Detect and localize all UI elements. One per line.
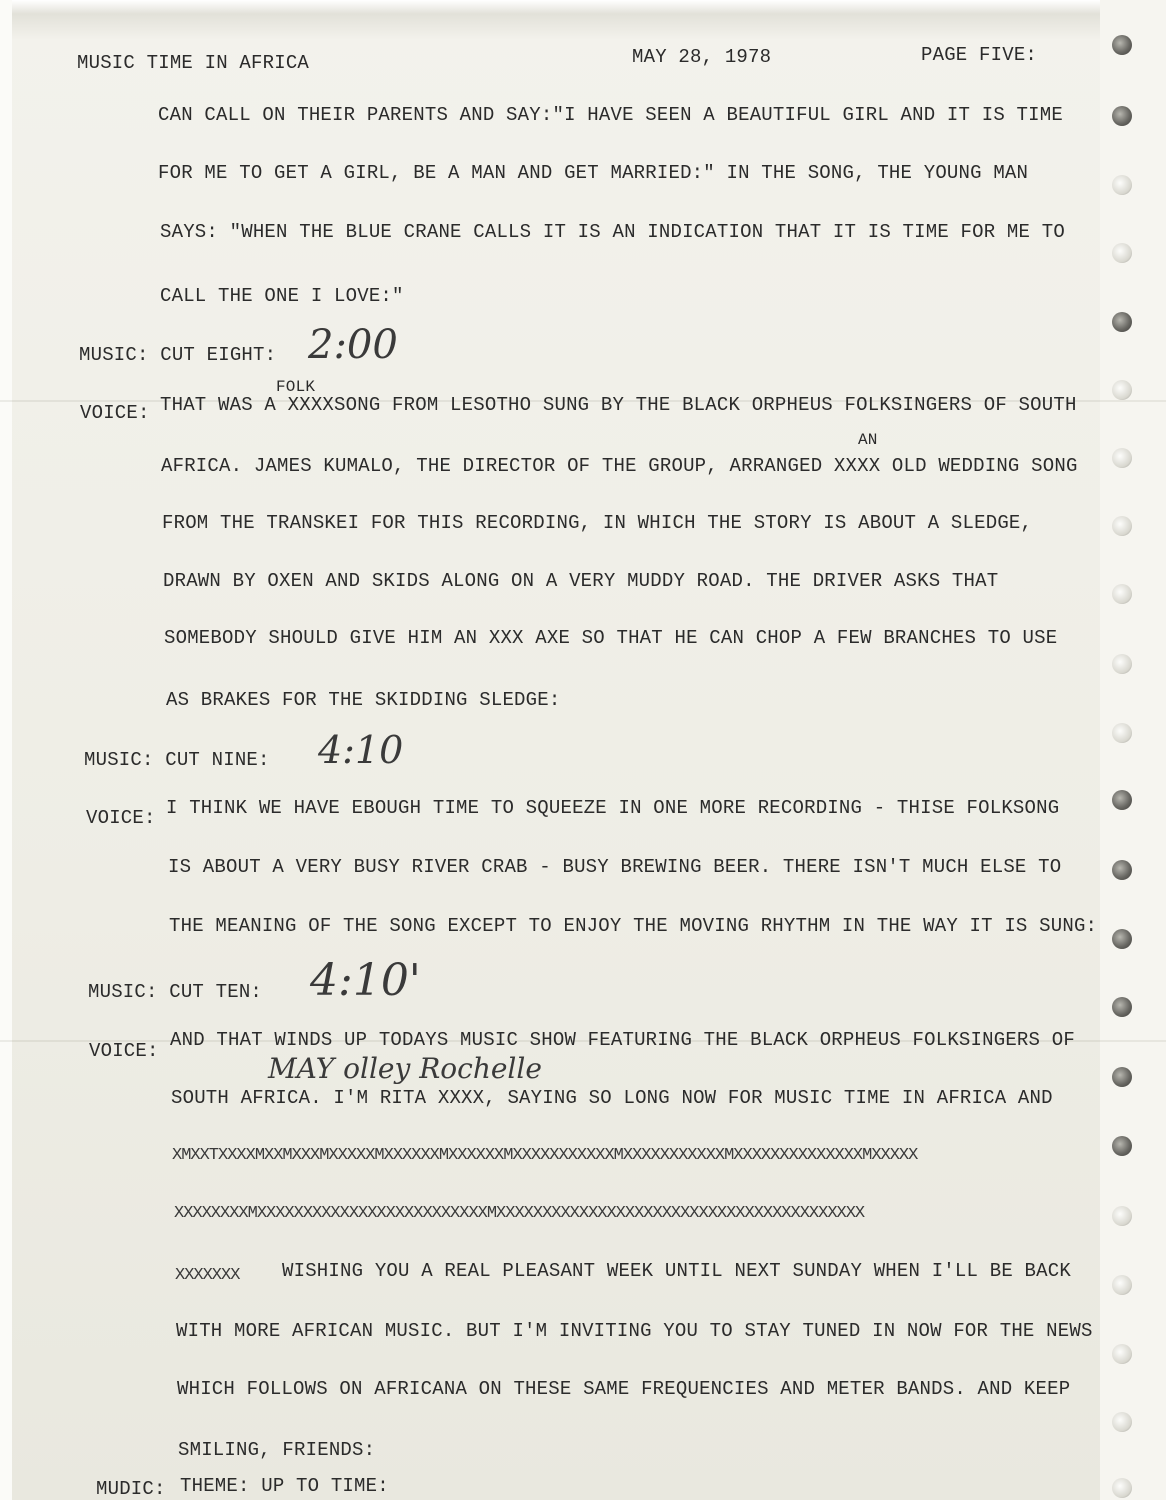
feed-hole bbox=[1112, 312, 1132, 332]
text-line: WHICH FOLLOWS ON AFRICANA ON THESE SAME FREQUENCIES AND METER BANDS. AND KEEP bbox=[177, 1378, 1071, 1400]
handwritten-time: 4:10 bbox=[318, 728, 404, 772]
page-left-edge bbox=[0, 0, 12, 1500]
typed-insertion: AN bbox=[858, 431, 878, 449]
handwritten-time: 2:00 bbox=[308, 322, 398, 368]
cue-label: MUSIC: CUT EIGHT: bbox=[79, 344, 277, 366]
feed-hole bbox=[1112, 1275, 1132, 1295]
text-line: DRAWN BY OXEN AND SKIDS ALONG ON A VERY MUDDY ROAD. THE DRIVER ASKS THAT bbox=[163, 570, 999, 592]
cue-label: VOICE: bbox=[89, 1040, 159, 1062]
feed-hole bbox=[1112, 516, 1132, 536]
text-line: IS ABOUT A VERY BUSY RIVER CRAB - BUSY BREWING BEER. THERE ISN'T MUCH ELSE TO bbox=[168, 856, 1062, 878]
cue-label: MUSIC: CUT TEN: bbox=[88, 981, 263, 1003]
text-line: SOUTH AFRICA. I'M RITA XXXX, SAYING SO LONG NOW FOR MUSIC TIME IN AFRICA AND bbox=[171, 1087, 1053, 1109]
feed-hole bbox=[1112, 1478, 1132, 1498]
feed-hole bbox=[1112, 860, 1132, 880]
feed-hole bbox=[1112, 106, 1132, 126]
cue-label: VOICE: bbox=[80, 402, 150, 424]
handwritten-insertion: MAY olley Rochelle bbox=[268, 1052, 542, 1085]
text-line: I THINK WE HAVE EBOUGH TIME TO SQUEEZE IN ONE MORE RECORDING - THISE FOLKSONG bbox=[166, 797, 1060, 819]
feed-hole bbox=[1112, 243, 1132, 263]
feed-hole bbox=[1112, 1412, 1132, 1432]
text-line: AND THAT WINDS UP TODAYS MUSIC SHOW FEATURING THE BLACK ORPHEUS FOLKSINGERS OF bbox=[170, 1029, 1075, 1051]
text-line: THEME: UP TO TIME: bbox=[180, 1475, 389, 1497]
page-number: PAGE FIVE: bbox=[921, 44, 1038, 66]
text-line: AS BRAKES FOR THE SKIDDING SLEDGE: bbox=[166, 689, 561, 711]
feed-hole bbox=[1112, 175, 1132, 195]
feed-hole bbox=[1112, 1206, 1132, 1226]
text-line: WITH MORE AFRICAN MUSIC. BUT I'M INVITING YOU TO STAY TUNED IN NOW FOR THE NEWS bbox=[176, 1320, 1093, 1342]
handwritten-time: 4:10' bbox=[310, 955, 421, 1006]
page-top-edge bbox=[0, 0, 1166, 40]
text-line: CAN CALL ON THEIR PARENTS AND SAY:"I HAVE SEEN A BEAUTIFUL GIRL AND IT IS TIME bbox=[158, 104, 1063, 126]
text-line: WISHING YOU A REAL PLEASANT WEEK UNTIL NEXT SUNDAY WHEN I'LL BE BACK bbox=[282, 1260, 1071, 1282]
text-line: THE MEANING OF THE SONG EXCEPT TO ENJOY THE MOVING RHYTHM IN THE WAY IT IS SUNG: bbox=[169, 915, 1098, 937]
feed-hole bbox=[1112, 448, 1132, 468]
document-date: MAY 28, 1978 bbox=[632, 46, 772, 68]
text-line: THAT WAS A XXXXSONG FROM LESOTHO SUNG BY THE BLACK ORPHEUS FOLKSINGERS OF SOUTH bbox=[160, 394, 1077, 416]
text-line: SOMEBODY SHOULD GIVE HIM AN XXX AXE SO THAT HE CAN CHOP A FEW BRANCHES TO USE bbox=[164, 627, 1058, 649]
text-line: CALL THE ONE I LOVE:" bbox=[160, 285, 404, 307]
feed-hole bbox=[1112, 584, 1132, 604]
struck-out-line: XMXXTXXXXMXXMXXXMXXXXXMXXXXXXMXXXXXXMXXXXXXXXXXXMXXXXXXXXXXXMXXXXXXXXXXXXXXMXXXXX bbox=[172, 1146, 918, 1165]
feed-hole bbox=[1112, 1344, 1132, 1364]
feed-hole bbox=[1112, 790, 1132, 810]
struck-out-line: XXXXXXXXMXXXXXXXXXXXXXXXXXXXXXXXXXMXXXXXXXXXXXXXXXXXXXXXXXXXXXXXXXXXXXXXXXX bbox=[174, 1204, 865, 1223]
cue-label: VOICE: bbox=[86, 807, 156, 829]
feed-hole bbox=[1112, 380, 1132, 400]
tractor-feed-strip bbox=[1100, 0, 1166, 1500]
feed-hole bbox=[1112, 1136, 1132, 1156]
feed-hole bbox=[1112, 723, 1132, 743]
typed-insertion: FOLK bbox=[276, 378, 316, 396]
feed-hole bbox=[1112, 654, 1132, 674]
feed-hole bbox=[1112, 929, 1132, 949]
document-title: MUSIC TIME IN AFRICA bbox=[77, 52, 310, 74]
text-line: SMILING, FRIENDS: bbox=[178, 1439, 376, 1461]
struck-out-word: XXXXXXX bbox=[175, 1266, 240, 1285]
text-line: FROM THE TRANSKEI FOR THIS RECORDING, IN WHICH THE STORY IS ABOUT A SLEDGE, bbox=[162, 512, 1033, 534]
feed-hole bbox=[1112, 997, 1132, 1017]
text-line: SAYS: "WHEN THE BLUE CRANE CALLS IT IS AN INDICATION THAT IT IS TIME FOR ME TO bbox=[160, 221, 1065, 243]
text-line: FOR ME TO GET A GIRL, BE A MAN AND GET MARRIED:" IN THE SONG, THE YOUNG MAN bbox=[158, 162, 1029, 184]
feed-hole bbox=[1112, 35, 1132, 55]
feed-hole bbox=[1112, 1067, 1132, 1087]
text-line: AFRICA. JAMES KUMALO, THE DIRECTOR OF THE GROUP, ARRANGED XXXX OLD WEDDING SONG bbox=[161, 455, 1078, 477]
cue-label: MUDIC: bbox=[96, 1478, 166, 1500]
cue-label: MUSIC: CUT NINE: bbox=[84, 749, 270, 771]
